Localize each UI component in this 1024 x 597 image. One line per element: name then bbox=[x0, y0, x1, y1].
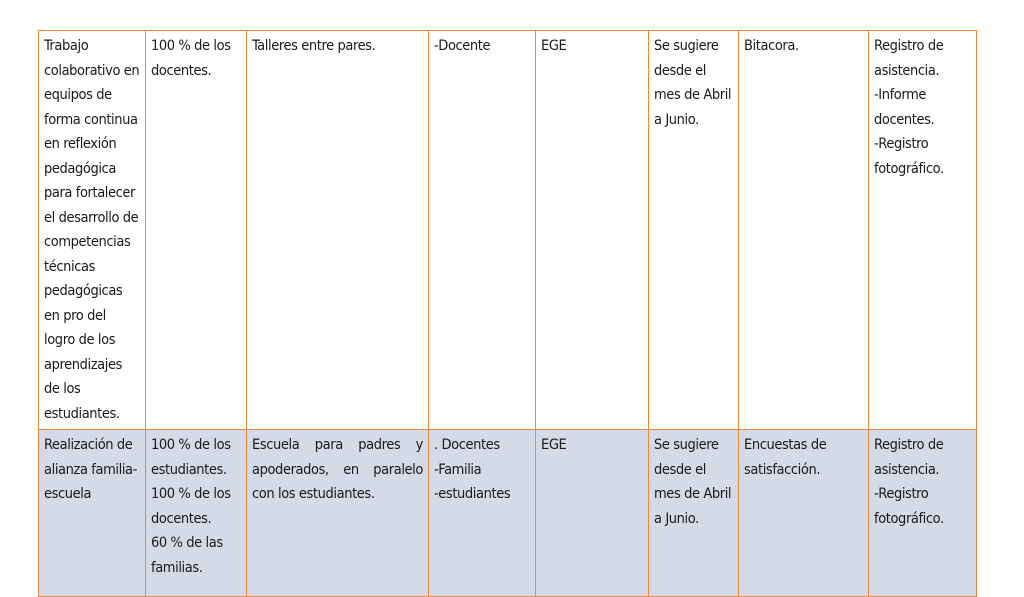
cell-resources: Encuestas de satisfacción. bbox=[739, 430, 869, 597]
cell-timeframe: Se sugiere desde el mes de Abril a Junio. bbox=[649, 430, 739, 597]
verification-line: -Registro fotográfico. bbox=[874, 486, 944, 527]
cell-objective: Trabajo colaborativo en equipos de forma continua en reflexión pedagógica para fortalecer el desarrollo de competencias técnicas pedagógicas en pro del logro de los aprendizajes de los estudiantes. bbox=[39, 31, 146, 430]
verification-line: Registro de asistencia. bbox=[874, 437, 944, 478]
cell-participants bbox=[429, 31, 536, 430]
goal-line: 100 % de los estudiantes. bbox=[151, 437, 231, 478]
cell-resources: Bitacora. bbox=[739, 31, 869, 430]
cell-verification bbox=[869, 430, 977, 597]
goal-line: 100 % de los docentes. bbox=[151, 38, 231, 79]
cell-goal bbox=[146, 31, 247, 430]
participant-line: -estudiantes bbox=[434, 486, 511, 502]
cell-activity: Talleres entre pares. bbox=[247, 31, 429, 430]
goal-line: 100 % de los docentes. bbox=[151, 486, 231, 527]
cell-activity: Escuela para padres y apoderados, en paralelo con los estudiantes. bbox=[247, 430, 429, 597]
cell-responsible: EGE bbox=[536, 31, 649, 430]
participant-line: -Familia bbox=[434, 461, 482, 478]
verification-line: -Registro fotográfico. bbox=[874, 136, 944, 177]
cell-timeframe: Se sugiere desde el mes de Abril a Junio. bbox=[649, 31, 739, 430]
table-row bbox=[39, 31, 977, 430]
cell-verification bbox=[869, 31, 977, 430]
cell-responsible: EGE bbox=[536, 430, 649, 597]
cell-participants bbox=[429, 430, 536, 597]
table-row bbox=[39, 430, 977, 597]
cell-goal bbox=[146, 430, 247, 597]
verification-line: -Informe docentes. bbox=[874, 87, 935, 128]
participant-line: . Docentes bbox=[434, 437, 500, 453]
cell-objective: Realización de alianza familia-escuela bbox=[39, 430, 146, 597]
action-plan-table bbox=[38, 30, 977, 597]
verification-line: Registro de asistencia. bbox=[874, 38, 944, 79]
participant-line: -Docente bbox=[434, 38, 491, 54]
goal-line: 60 % de las familias. bbox=[151, 535, 223, 576]
